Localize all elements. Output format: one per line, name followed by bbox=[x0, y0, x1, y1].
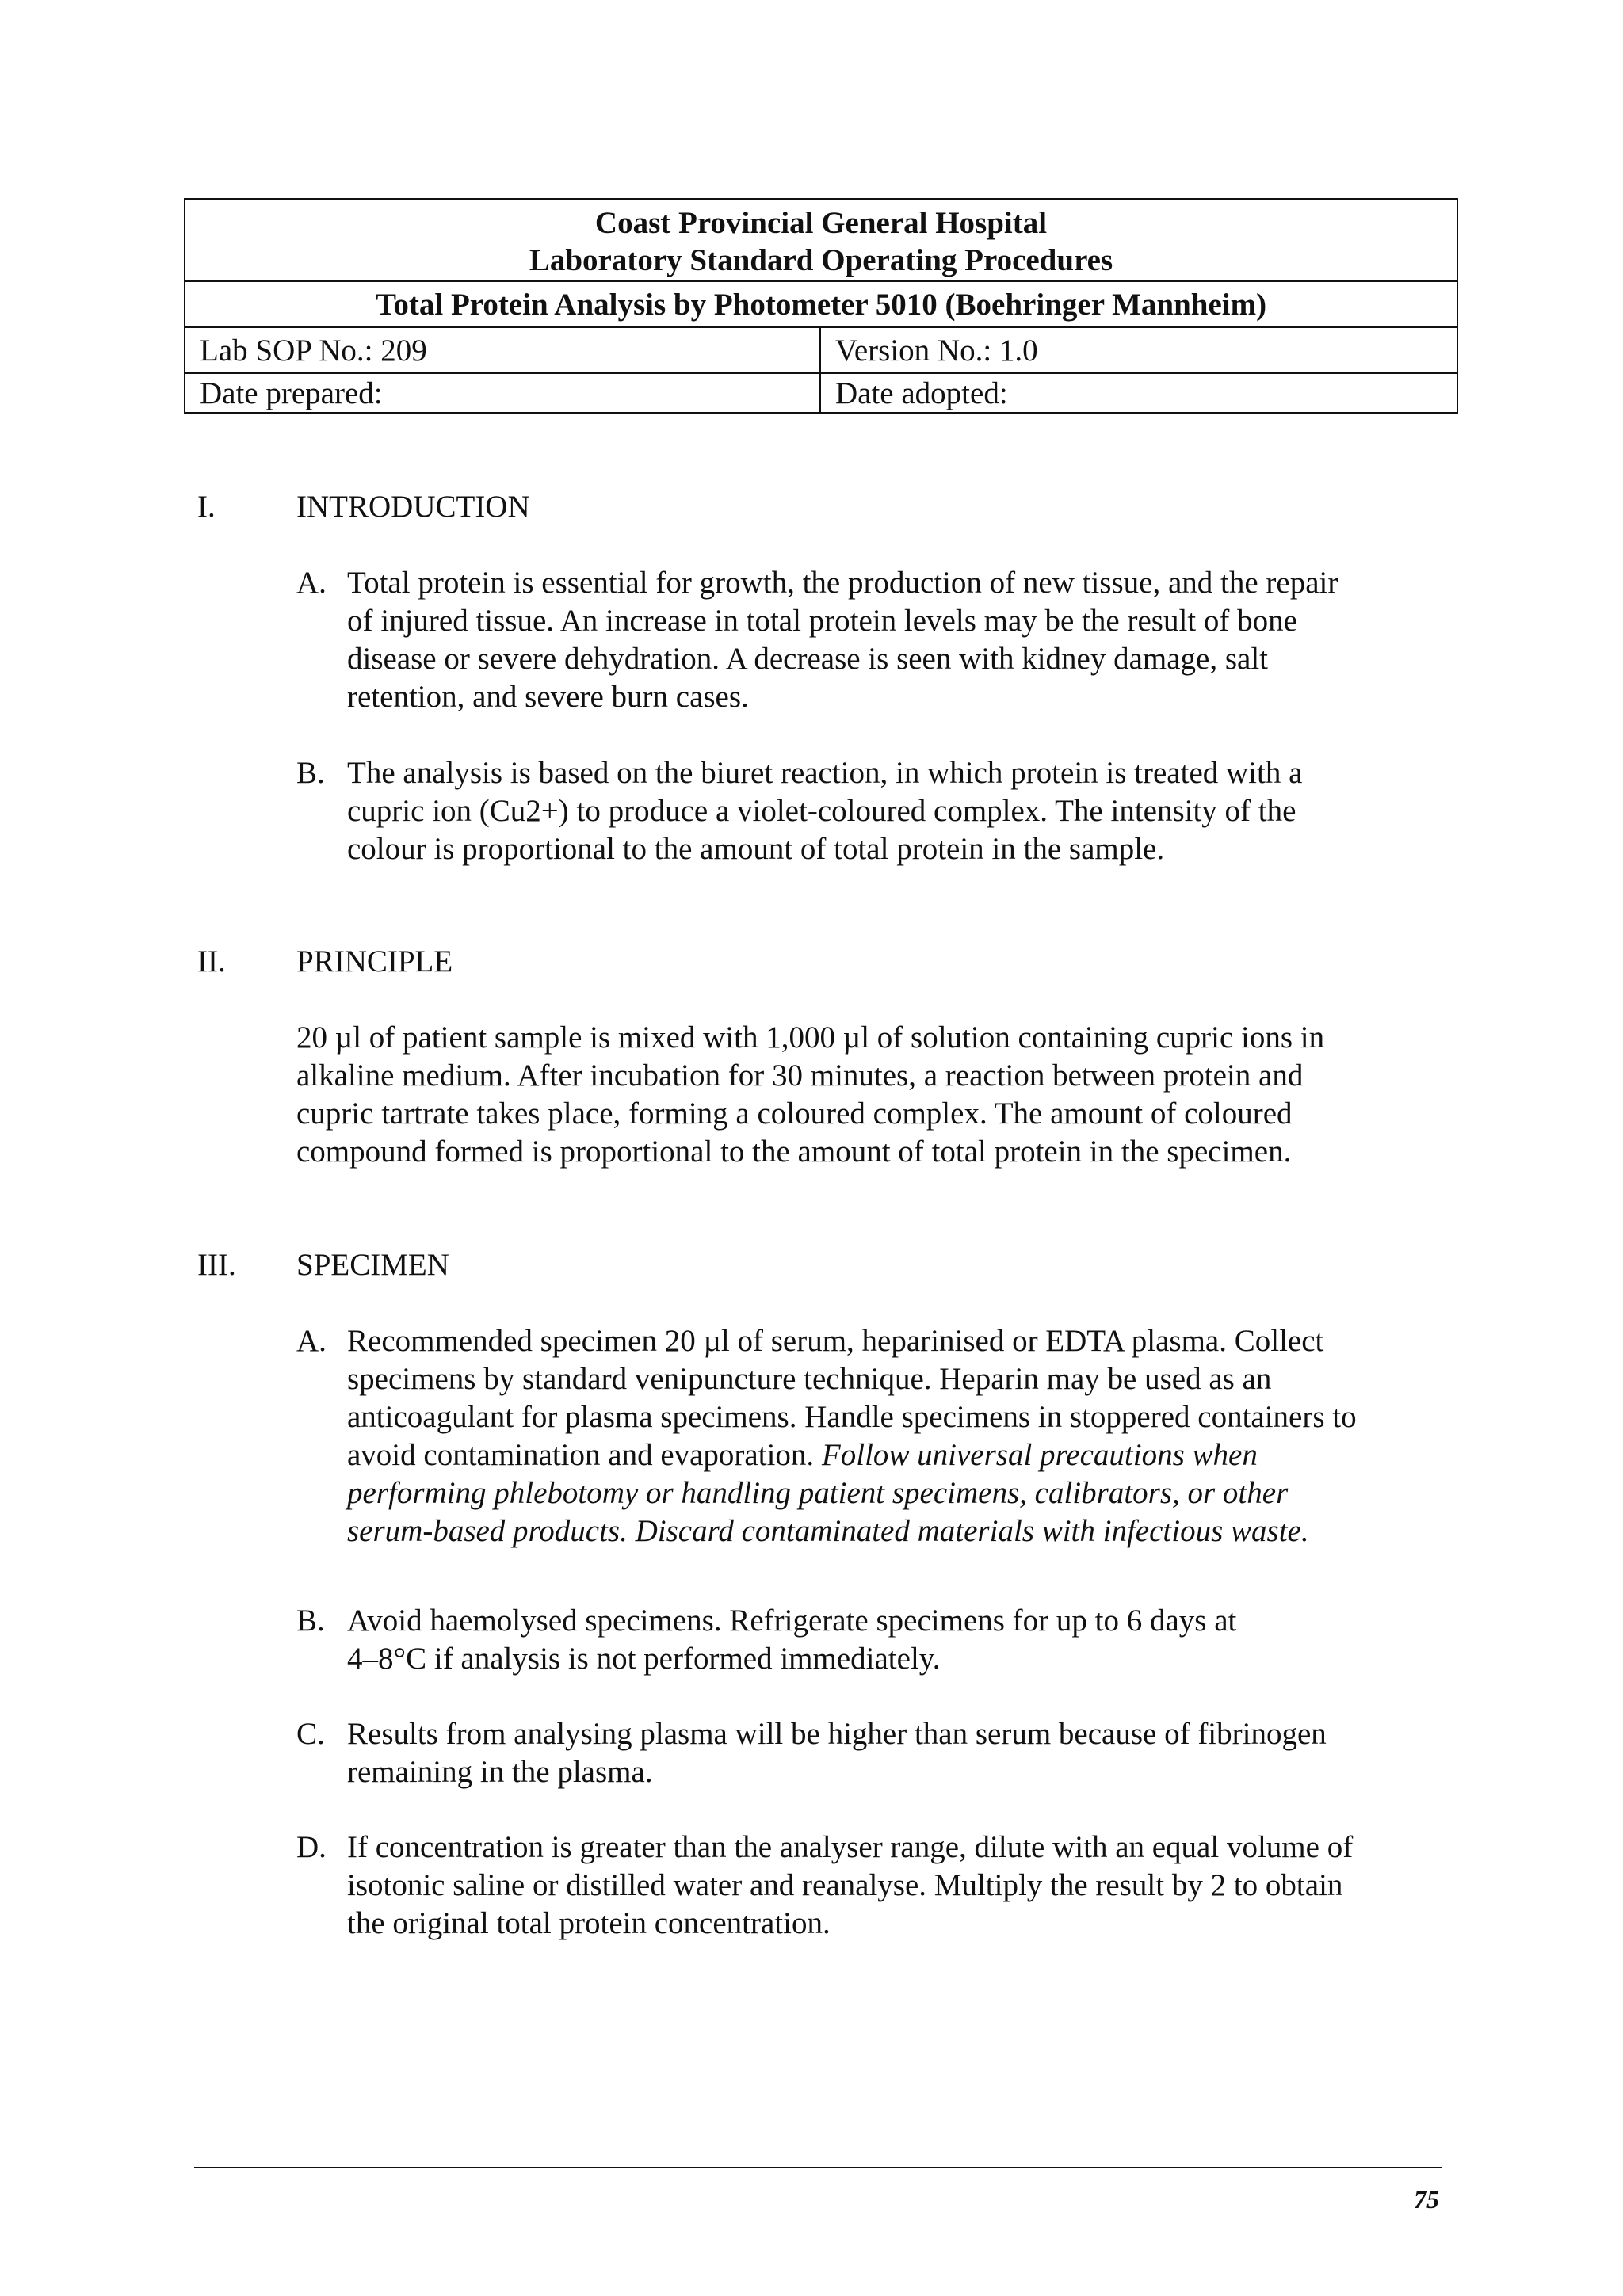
section-title: INTRODUCTION bbox=[296, 490, 530, 524]
section-number: I. bbox=[197, 490, 216, 524]
list-item bbox=[296, 1322, 1422, 1550]
item-text bbox=[347, 1322, 1422, 1550]
item-text bbox=[347, 1602, 1422, 1678]
text-line: retention, and severe burn cases. bbox=[347, 680, 749, 714]
text-line: specimens by standard venipuncture technique. Heparin may be used as an bbox=[347, 1362, 1272, 1396]
header-title-cell bbox=[185, 199, 1457, 281]
text-line: colour is proportional to the amount of total protein in the sample. bbox=[347, 832, 1165, 866]
item-letter: D. bbox=[296, 1830, 327, 1864]
text-line: remaining in the plasma. bbox=[347, 1755, 653, 1789]
text-line: disease or severe dehydration. A decrease is seen with kidney damage, salt bbox=[347, 642, 1269, 676]
item-text bbox=[347, 564, 1422, 716]
text-line: the original total protein concentration. bbox=[347, 1906, 831, 1940]
item-text bbox=[347, 1829, 1422, 1943]
item-letter: B. bbox=[296, 756, 325, 790]
text-line: Results from analysing plasma will be higher than serum because of fibrinogen bbox=[347, 1717, 1327, 1751]
text-line: Recommended specimen 20 µl of serum, heparinised or EDTA plasma. Collect bbox=[347, 1324, 1324, 1358]
item-letter: C. bbox=[296, 1717, 325, 1751]
sop-number: Lab SOP No.: 209 bbox=[185, 327, 820, 373]
list-item bbox=[296, 564, 1422, 716]
list-item bbox=[296, 1602, 1422, 1678]
list-item bbox=[296, 1715, 1422, 1791]
procedure-title: Total Protein Analysis by Photometer 5010 (Boehringer Mannheim) bbox=[185, 281, 1457, 327]
text-line bbox=[347, 1436, 1422, 1474]
sop-header-table bbox=[184, 198, 1458, 414]
principle-paragraph bbox=[296, 1019, 1422, 1171]
list-item bbox=[296, 1829, 1422, 1943]
text-line: 4–8°C if analysis is not performed immediately. bbox=[347, 1642, 941, 1676]
text-line: isotonic saline or distilled water and reanalyse. Multiply the result by 2 to obtain bbox=[347, 1868, 1343, 1902]
section-number: III. bbox=[197, 1248, 236, 1282]
text-line: The analysis is based on the biuret reaction, in which protein is treated with a bbox=[347, 756, 1303, 790]
precaution-text: Follow universal precautions when bbox=[821, 1438, 1258, 1472]
item-letter: A. bbox=[296, 566, 327, 600]
text-line: anticoagulant for plasma specimens. Handle specimens in stoppered containers to bbox=[347, 1400, 1357, 1434]
list-item bbox=[296, 754, 1422, 868]
text-line: If concentration is greater than the analyser range, dilute with an equal volume of bbox=[347, 1830, 1354, 1864]
manual-name: Laboratory Standard Operating Procedures bbox=[529, 243, 1113, 277]
footer-rule bbox=[194, 2167, 1442, 2168]
text-line: cupric tartrate takes place, forming a coloured complex. The amount of coloured bbox=[296, 1097, 1293, 1131]
section-title: PRINCIPLE bbox=[296, 944, 453, 978]
text-line: Total protein is essential for growth, the production of new tissue, and the repair bbox=[347, 566, 1338, 600]
text-line: alkaline medium. After incubation for 30 minutes, a reaction between protein and bbox=[296, 1058, 1304, 1093]
precaution-text: performing phlebotomy or handling patient specimens, calibrators, or other bbox=[347, 1476, 1289, 1510]
text-line: compound formed is proportional to the amount of total protein in the specimen. bbox=[296, 1135, 1292, 1169]
hospital-name: Coast Provincial General Hospital bbox=[594, 206, 1048, 240]
text-line: 20 µl of patient sample is mixed with 1,000 µl of solution containing cupric ions in bbox=[296, 1020, 1325, 1055]
date-adopted: Date adopted: bbox=[820, 373, 1457, 413]
section-title: SPECIMEN bbox=[296, 1248, 449, 1282]
text-line: Avoid haemolysed specimens. Refrigerate specimens for up to 6 days at bbox=[347, 1604, 1237, 1638]
precaution-text: serum-based products. Discard contaminated materials with infectious waste. bbox=[347, 1514, 1309, 1548]
item-text bbox=[347, 1715, 1422, 1791]
text-line: of injured tissue. An increase in total protein levels may be the result of bone bbox=[347, 604, 1297, 638]
date-prepared: Date prepared: bbox=[185, 373, 820, 413]
section-number: II. bbox=[197, 944, 226, 978]
version-number: Version No.: 1.0 bbox=[820, 327, 1457, 373]
text-line: cupric ion (Cu2+) to produce a violet-coloured complex. The intensity of the bbox=[347, 794, 1296, 828]
item-text bbox=[347, 754, 1422, 868]
item-letter: B. bbox=[296, 1604, 325, 1638]
item-letter: A. bbox=[296, 1324, 327, 1358]
page-number: 75 bbox=[1414, 2185, 1439, 2214]
text-segment: avoid contamination and evaporation. bbox=[347, 1438, 822, 1472]
